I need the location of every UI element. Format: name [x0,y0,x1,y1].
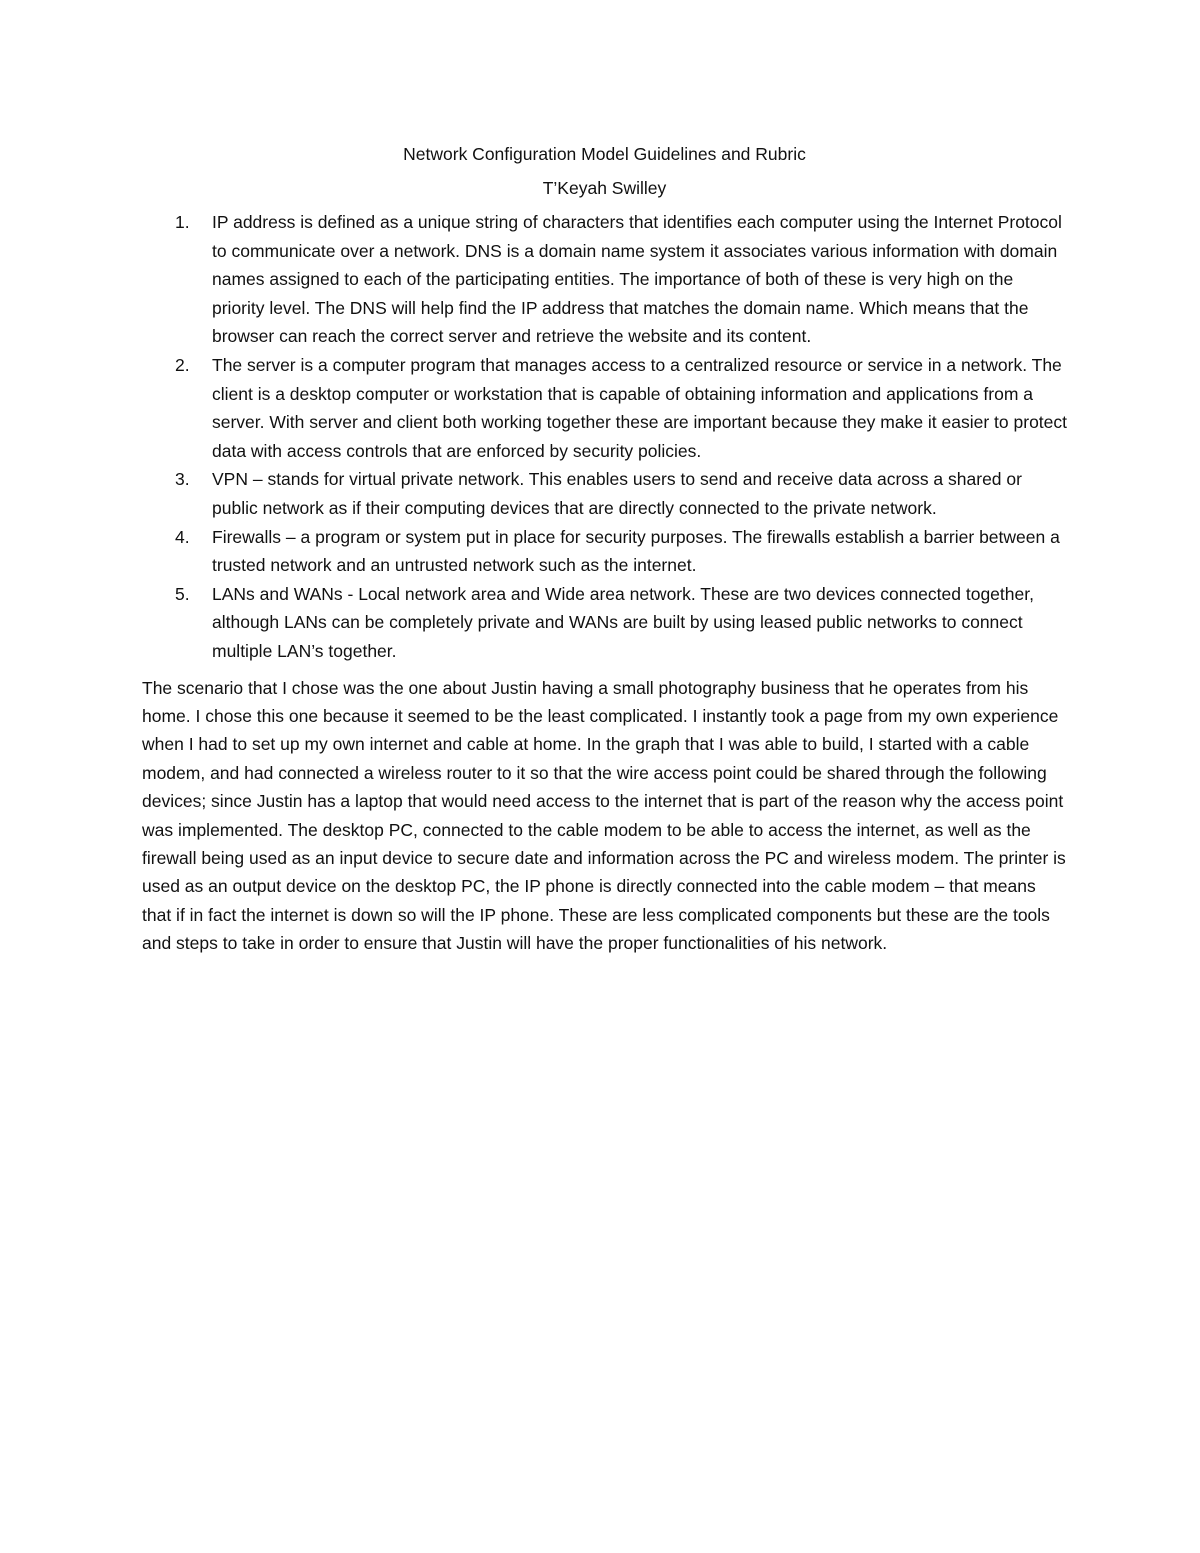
list-item-number: 1. [175,212,190,232]
list-item [142,351,1067,465]
list-item [142,208,1067,351]
list-item [142,523,1067,580]
numbered-list [142,208,1067,666]
list-item-text: The server is a computer program that manages access to a centralized resource or service in a network. The client is a desktop computer or workstation that is capable of obtaining information and applications from a server. With server and client both working together these are important because they make it easier to protect data with access controls that are enforced by security policies. [212,354,1068,461]
list-item [142,465,1067,522]
list-item-number: 3. [175,469,190,490]
document-title: Network Configuration Model Guidelines and Rubric [403,144,806,164]
list-item-text: Firewalls – a program or system put in place for security purposes. The firewalls establish a barrier between a trusted network and an untrusted network such as the internet. [212,526,1060,576]
list-item-number: 5. [175,583,190,604]
document-author: T’Keyah Swilley [542,178,667,198]
list-item-text: LANs and WANs - Local network area and Wide area network. These are two devices connected together, although LANs can be completely private and WANs are built by using leased public networks to connect multiple LAN’s together. [212,583,1034,661]
list-item [142,580,1067,666]
list-item-number: 4. [175,526,190,547]
list-item-number: 2. [175,354,190,375]
list-item-text: VPN – stands for virtual private network. This enables users to send and receive data across a shared or public network as if their computing devices that are directly connected to the private network. [212,469,1022,518]
scenario-paragraph: The scenario that I chose was the one about Justin having a small photography business that he operates from his home. I chose this one because it seemed to be the least complicated. I instantly took a page from my own experience when I had to set up my own internet and cable at home. In the graph that I was able to build, I started with a cable modem, and had connected a wireless router to it so that the wire access point could be shared through the following devices; since Justin has a laptop that would need access to the internet that is part of the reason why the access point was implemented. The desktop PC, connected to the cable modem to be able to access the internet, as well as the firewall being used as an input device to secure date and information across the PC and wireless modem. The printer is used as an output device on the desktop PC, the IP phone is directly connected into the cable modem – that means that if in fact the internet is down so will the IP phone. These are less complicated components but these are the tools and steps to take in order to ensure that Justin will have the proper functionalities of his network. [142,677,1066,954]
list-item-text: IP address is defined as a unique string of characters that identifies each computer using the Internet Protocol to communicate over a network. DNS is a domain name system it associates various information with domain names assigned to each of the participating entities. The importance of both of these is very high on the priority level. The DNS will help find the IP address that matches the domain name. Which means that the browser can reach the correct server and retrieve the website and its content. [212,212,1062,347]
document-body [142,140,1067,958]
